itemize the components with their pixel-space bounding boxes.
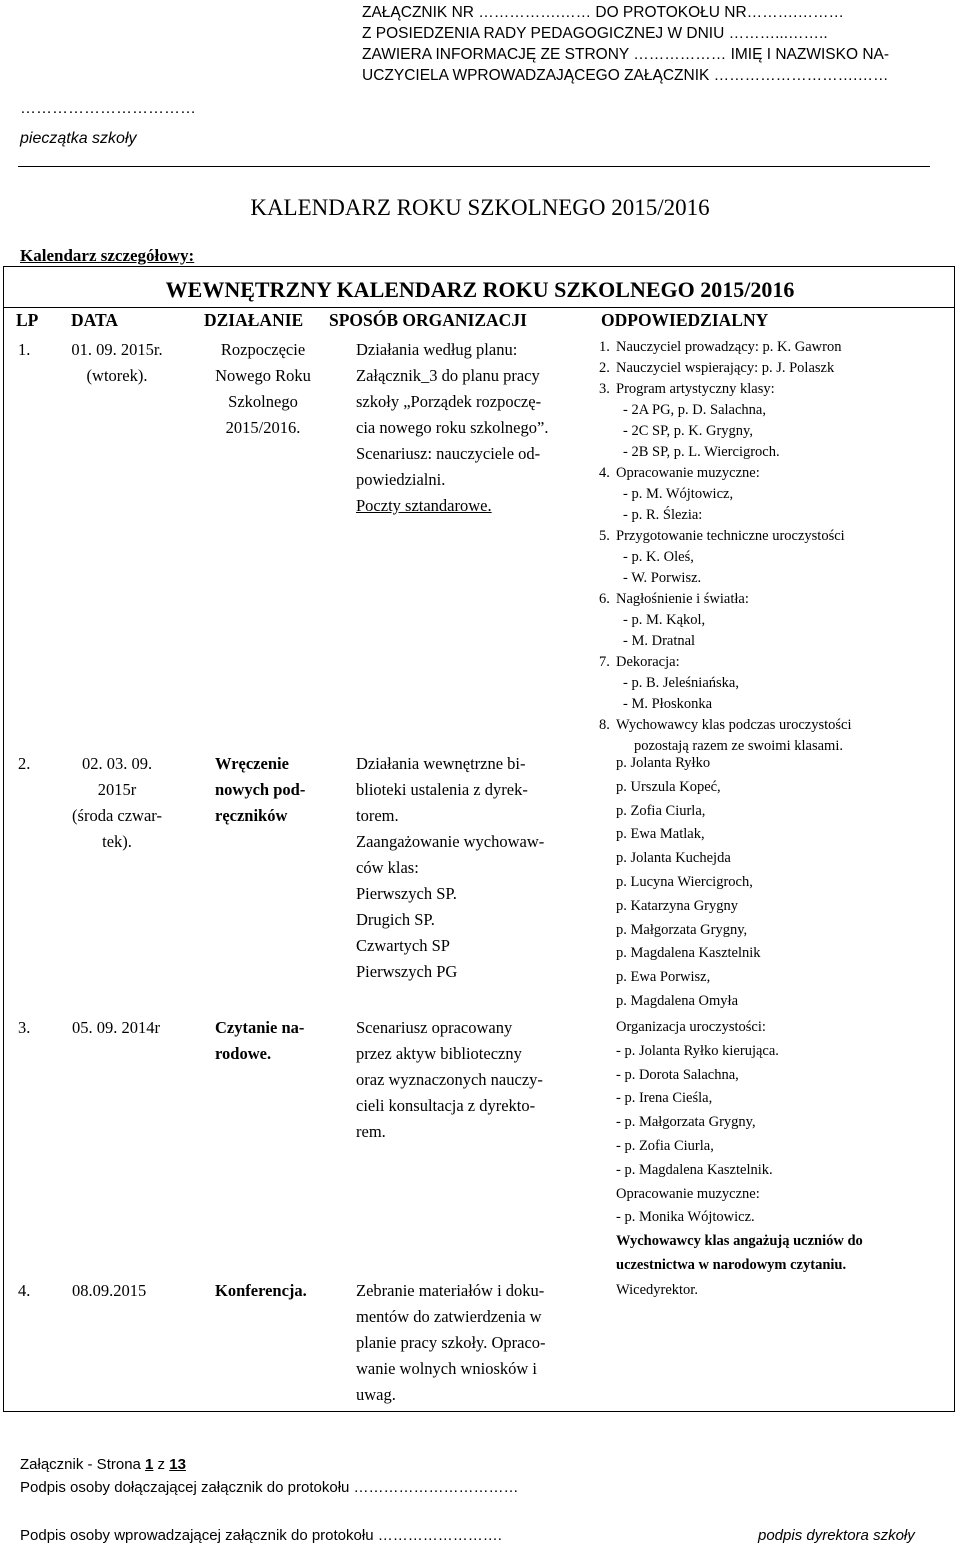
responsible-line: uczestnictwa w narodowym czytaniu. xyxy=(616,1256,847,1273)
responsible-item xyxy=(599,379,951,463)
organization-line: oraz wyznaczonych nauczy- xyxy=(356,1070,543,1089)
item-number: 6. xyxy=(599,591,610,607)
organization-line: Pierwszych SP. xyxy=(356,884,457,903)
item-text: Dekoracja: xyxy=(616,654,680,670)
item-subline: - p. R. Ślezia: xyxy=(623,507,703,523)
attachment-header xyxy=(362,2,952,86)
responsible-line: Opracowanie muzyczne: xyxy=(616,1185,760,1202)
responsible-list xyxy=(599,337,951,757)
responsible-item xyxy=(599,589,951,652)
organization-line: rem. xyxy=(356,1122,386,1141)
item-subline: - p. K. Oleś, xyxy=(623,549,694,565)
action-line: Konferencja. xyxy=(215,1281,307,1300)
row-organization xyxy=(356,337,591,519)
item-subline: - M. Dratnal xyxy=(623,633,696,649)
row-number: 1. xyxy=(18,340,31,359)
organization-line: planie pracy szkoły. Opraco- xyxy=(356,1333,546,1352)
responsible-line: - p. Zofia Ciurla, xyxy=(616,1137,714,1154)
responsible-line: p. Zofia Ciurla, xyxy=(616,802,706,819)
responsible-item xyxy=(599,337,951,358)
action-line: 2015/2016. xyxy=(225,418,301,437)
responsible-line: - p. Małgorzata Grygny, xyxy=(616,1114,756,1131)
stamp-label: pieczątka szkoły xyxy=(20,130,137,147)
responsible-line: p. Ewa Porwisz, xyxy=(616,969,711,986)
row-number: 4. xyxy=(18,1281,31,1300)
organization-line: Drugich SP. xyxy=(356,910,435,929)
responsible-line: p. Małgorzata Grygny, xyxy=(616,921,748,938)
responsible-line: p. Urszula Kopeć, xyxy=(616,778,721,795)
stamp-dots: …………………………… xyxy=(20,100,196,117)
item-subline: - M. Płoskonka xyxy=(623,696,713,712)
responsible-line: - p. Magdalena Kasztelnik. xyxy=(616,1161,773,1178)
header-line: Z POSIEDZENIA RADY PEDAGOGICZNEJ W DNIU ………...…….. xyxy=(362,25,828,42)
organization-line: Załącznik_3 do planu pracy xyxy=(356,366,540,385)
responsible-line: p. Magdalena Kasztelnik xyxy=(616,945,761,962)
organization-line: powiedzialni. xyxy=(356,470,446,489)
header-line: ZAŁĄCZNIK NR …………….…… DO PROTOKOŁU NR……….……… xyxy=(362,4,844,21)
calendar-table xyxy=(3,266,955,1412)
item-number: 5. xyxy=(599,528,610,544)
page-total: 13 xyxy=(169,1456,186,1473)
column-header-lp: LP xyxy=(16,310,39,330)
row-date xyxy=(58,337,176,389)
organization-line: cieli konsultacja z dyrekto- xyxy=(356,1096,536,1115)
header-line: UCZYCIELA WPROWADZAJĄCEGO ZAŁĄCZNIK ……………………….…… xyxy=(362,67,889,84)
action-line: Wręczenie xyxy=(215,754,289,773)
responsible-line: p. Lucyna Wiercigroch, xyxy=(616,873,753,890)
responsible-line: p. Katarzyna Grygny xyxy=(616,897,738,914)
row-organization xyxy=(356,1278,591,1408)
responsible-line: Wychowawcy klas angażują uczniów do xyxy=(616,1233,863,1250)
row-responsible xyxy=(599,337,951,757)
action-line: Czytanie na- xyxy=(215,1018,305,1037)
date-line: 02. 03. 09. xyxy=(81,754,153,773)
signature-introducing: Podpis osoby wprowadzającej załącznik do protokołu ……………………. xyxy=(20,1527,502,1544)
item-text: Nagłośnienie i światła: xyxy=(616,591,749,607)
item-subline: - p. B. Jeleśniańska, xyxy=(623,675,739,691)
organization-line: przez aktyw biblioteczny xyxy=(356,1044,522,1063)
action-line: rodowe. xyxy=(215,1044,272,1063)
organization-line: torem. xyxy=(356,806,399,825)
date-line: 01. 09. 2015r. xyxy=(71,340,163,359)
column-header-responsible: ODPOWIEDZIALNY xyxy=(601,310,769,330)
date-line: tek). xyxy=(102,832,132,851)
responsible-line: - p. Irena Cieśla, xyxy=(616,1090,713,1107)
row-date xyxy=(72,1015,202,1041)
row-action xyxy=(202,337,324,441)
organization-line: Scenariusz: nauczyciele od- xyxy=(356,444,541,463)
date-line: (wtorek). xyxy=(86,366,148,385)
item-text: Wychowawcy klas podczas uroczystości xyxy=(616,717,852,733)
item-subline: - 2B SP, p. L. Wiercigroch. xyxy=(623,444,780,460)
date-line: 2015r xyxy=(97,780,137,799)
responsible-item xyxy=(599,715,951,757)
responsible-item xyxy=(599,526,951,589)
responsible-item xyxy=(599,652,951,715)
action-line: nowych pod- xyxy=(215,780,306,799)
item-subline: pozostają razem ze swoimi klasami. xyxy=(634,738,843,754)
organization-line: wanie wolnych wniosków i xyxy=(356,1359,538,1378)
responsible-line: - p. Jolanta Ryłko kierująca. xyxy=(616,1042,779,1059)
row-date xyxy=(72,1278,202,1304)
column-header-action: DZIAŁANIE xyxy=(204,310,304,330)
organization-line: Czwartych SP xyxy=(356,936,450,955)
page-counter-prefix: Załącznik - Strona xyxy=(20,1456,146,1473)
column-header-organization: SPOSÓB ORGANIZACJI xyxy=(329,310,527,330)
signature-director: podpis dyrektora szkoły xyxy=(758,1527,915,1544)
header-line: ZAWIERA INFORMACJĘ ZE STRONY ……………… IMIĘ I NAZWISKO NA- xyxy=(362,46,890,63)
responsible-item xyxy=(599,358,951,379)
responsible-line: - p. Monika Wójtowicz. xyxy=(616,1209,755,1226)
item-subline: - W. Porwisz. xyxy=(623,570,702,586)
item-number: 3. xyxy=(599,381,610,397)
item-number: 2. xyxy=(599,360,610,376)
organization-line: Działania wewnętrzne bi- xyxy=(356,754,526,773)
item-subline: - p. M. Kąkol, xyxy=(623,612,706,628)
item-text: Program artystyczny klasy: xyxy=(616,381,775,397)
page-counter-mid: z xyxy=(153,1456,170,1473)
date-line: 05. 09. 2014r xyxy=(72,1018,160,1037)
organization-line: szkoły „Porządek rozpoczę- xyxy=(356,392,542,411)
page-current: 1 xyxy=(145,1456,154,1473)
calendar-label: Kalendarz szczegółowy: xyxy=(20,246,195,265)
row-responsible xyxy=(616,752,946,1014)
item-number: 4. xyxy=(599,465,610,481)
table-title: WEWNĘTRZNY KALENDARZ ROKU SZKOLNEGO 2015/2016 xyxy=(165,277,795,302)
responsible-line: p. Jolanta Kuchejda xyxy=(616,850,731,867)
date-line: (środa czwar- xyxy=(72,806,162,825)
page-counter xyxy=(20,1455,186,1475)
item-subline: - 2C SP, p. K. Grygny, xyxy=(623,423,753,439)
organization-line: uwag. xyxy=(356,1385,396,1404)
row-date xyxy=(58,751,176,855)
divider xyxy=(18,166,930,167)
school-stamp xyxy=(20,98,196,150)
item-subline: - 2A PG, p. D. Salachna, xyxy=(623,402,766,418)
responsible-line: Organizacja uroczystości: xyxy=(616,1019,766,1035)
organization-line: cia nowego roku szkolnego”. xyxy=(356,418,549,437)
item-text: Nauczyciel prowadzący: p. K. Gawron xyxy=(616,339,842,355)
responsible-line: - p. Dorota Salachna, xyxy=(616,1066,739,1083)
responsible-item xyxy=(599,463,951,526)
action-line: ręczników xyxy=(215,806,288,825)
responsible-line: Wicedyrektor. xyxy=(616,1282,698,1298)
row-action xyxy=(215,1015,335,1067)
organization-line: Pierwszych PG xyxy=(356,962,458,981)
action-line: Szkolnego xyxy=(228,392,298,411)
organization-line: Scenariusz opracowany xyxy=(356,1018,513,1037)
organization-line: Zebranie materiałów i doku- xyxy=(356,1281,545,1300)
organization-line: mentów do zatwierdzenia w xyxy=(356,1307,542,1326)
responsible-line: p. Jolanta Ryłko xyxy=(616,755,711,771)
signature-attached: Podpis osoby dołączającej załącznik do protokołu …………………………… xyxy=(20,1479,519,1496)
organization-line: blioteki ustalenia z dyrek- xyxy=(356,780,528,799)
item-text: Opracowanie muzyczne: xyxy=(616,465,760,481)
item-text: Przygotowanie techniczne uroczystości xyxy=(616,528,845,544)
item-number: 8. xyxy=(599,717,610,733)
item-text: Nauczyciel wspierający: p. J. Polaszk xyxy=(616,360,835,376)
row-number: 2. xyxy=(18,754,31,773)
organization-line: Zaangażowanie wychowaw- xyxy=(356,832,545,851)
responsible-line: p. Magdalena Omyła xyxy=(616,992,739,1009)
action-line: Nowego Roku xyxy=(215,366,311,385)
table-divider xyxy=(4,307,954,308)
row-responsible xyxy=(616,1279,946,1303)
action-line: Rozpoczęcie xyxy=(220,340,306,359)
row-action xyxy=(215,751,330,829)
responsible-line: p. Ewa Matlak, xyxy=(616,826,705,843)
row-responsible xyxy=(616,1016,951,1278)
row-organization xyxy=(356,751,591,985)
organization-line: Działania według planu: xyxy=(356,340,518,359)
column-header-date: DATA xyxy=(71,310,118,330)
row-number: 3. xyxy=(18,1018,31,1037)
date-line: 08.09.2015 xyxy=(72,1281,147,1300)
item-subline: - p. M. Wójtowicz, xyxy=(623,486,734,502)
item-number: 7. xyxy=(599,654,610,670)
page-title: KALENDARZ ROKU SZKOLNEGO 2015/2016 xyxy=(250,195,710,220)
organization-line: ców klas: xyxy=(356,858,419,877)
table-header-row xyxy=(4,310,956,334)
row-organization xyxy=(356,1015,591,1145)
row-action xyxy=(215,1278,350,1304)
organization-line: Poczty sztandarowe. xyxy=(356,496,492,515)
item-number: 1. xyxy=(599,339,610,355)
